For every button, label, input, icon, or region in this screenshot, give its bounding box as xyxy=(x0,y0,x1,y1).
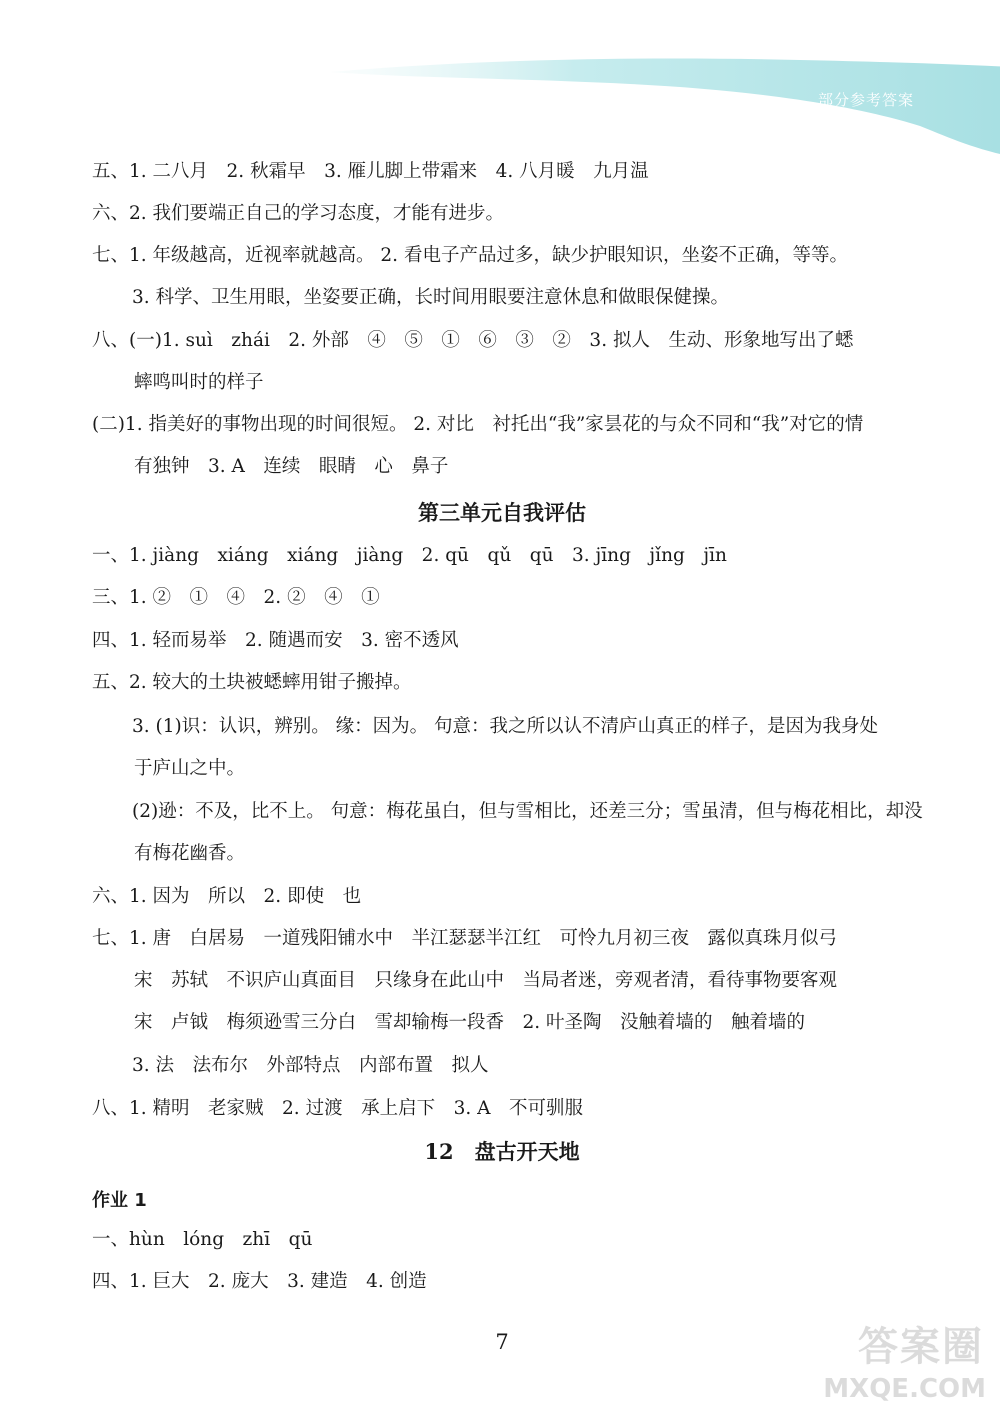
answer-line: 有梅花幽香。 xyxy=(134,843,246,864)
answer-line: 于庐山之中。 xyxy=(134,758,246,779)
answer-line: 3. 法 法布尔 外部特点 内部布置 拟人 xyxy=(132,1055,489,1076)
answer-line: (2)逊：不及，比不上。 句意：梅花虽白，但与雪相比，还差三分；雪虽清，但与梅花相比，却没 xyxy=(132,801,923,822)
answer-line: 3. 科学、卫生用眼，坐姿要正确，长时间用眼要注意休息和做眼保健操。 xyxy=(132,287,730,308)
section-title: 第三单元自我评估 xyxy=(418,500,586,525)
answer-line: 四、1. 巨大 2. 庞大 3. 建造 4. 创造 xyxy=(92,1271,427,1292)
answer-line: 一、hùn lóng zhī qū xyxy=(92,1229,313,1250)
watermark-logo: 答案圈 xyxy=(858,1324,984,1370)
answer-line: 八、(一)1. suì zhái 2. 外部 ④ ⑤ ① ⑥ ③ ② 3. 拟人 生动、形象地写出了蟋 xyxy=(92,330,854,351)
site-watermark xyxy=(823,1311,992,1406)
answer-line: 3. (1)识：认识，辨别。 缘：因为。 句意：我之所以认不清庐山真正的样子，是因为我身处 xyxy=(132,716,879,737)
answer-line: 六、1. 因为 所以 2. 即使 也 xyxy=(92,886,362,907)
answer-line: 三、1. ② ① ④ 2. ② ④ ① xyxy=(92,587,380,608)
lesson-title: 12 盘古开天地 xyxy=(424,1139,580,1164)
header-label: 部分参考答案 xyxy=(817,91,914,109)
answer-line: 宋 苏轼 不识庐山真面目 只缘身在此山中 当局者迷，旁观者清，看待事物要客观 xyxy=(134,970,838,991)
answer-line: 蟀鸣叫时的样子 xyxy=(134,372,264,393)
answer-line: 宋 卢钺 梅须逊雪三分白 雪却输梅一段香 2. 叶圣陶 没触着墙的 触着墙的 xyxy=(134,1012,806,1033)
answer-line: (二)1. 指美好的事物出现的时间很短。 2. 对比 衬托出“我”家昙花的与众不同和“我”对它的情 xyxy=(92,414,864,435)
answer-line: 五、2. 较大的土块被蟋蟀用钳子搬掉。 xyxy=(92,672,412,693)
page-number: 7 xyxy=(495,1330,509,1354)
homework-heading: 作业 1 xyxy=(92,1190,147,1211)
answer-line: 七、1. 唐 白居易 一道残阳铺水中 半江瑟瑟半江红 可怜九月初三夜 露似真珠月似弓 xyxy=(92,928,838,949)
answer-line: 五、1. 二八月 2. 秋霜早 3. 雁儿脚上带霜来 4. 八月暖 九月温 xyxy=(92,161,649,182)
answer-line: 六、2. 我们要端正自己的学习态度，才能有进步。 xyxy=(92,203,505,224)
answer-line: 七、1. 年级越高，近视率就越高。 2. 看电子产品过多，缺少护眼知识，坐姿不正确，等等。 xyxy=(92,245,848,266)
answer-line: 有独钟 3. A 连续 眼睛 心 鼻子 xyxy=(134,456,449,477)
watermark-url: MXQE.COM xyxy=(823,1374,986,1404)
answer-line: 八、1. 精明 老家贼 2. 过渡 承上启下 3. A 不可驯服 xyxy=(92,1098,583,1119)
answer-line: 四、1. 轻而易举 2. 随遇而安 3. 密不透风 xyxy=(92,630,459,651)
answer-line: 一、1. jiàng xiáng xiáng jiàng 2. qū qǔ qū 3. jīng jǐng jīn xyxy=(92,545,727,566)
